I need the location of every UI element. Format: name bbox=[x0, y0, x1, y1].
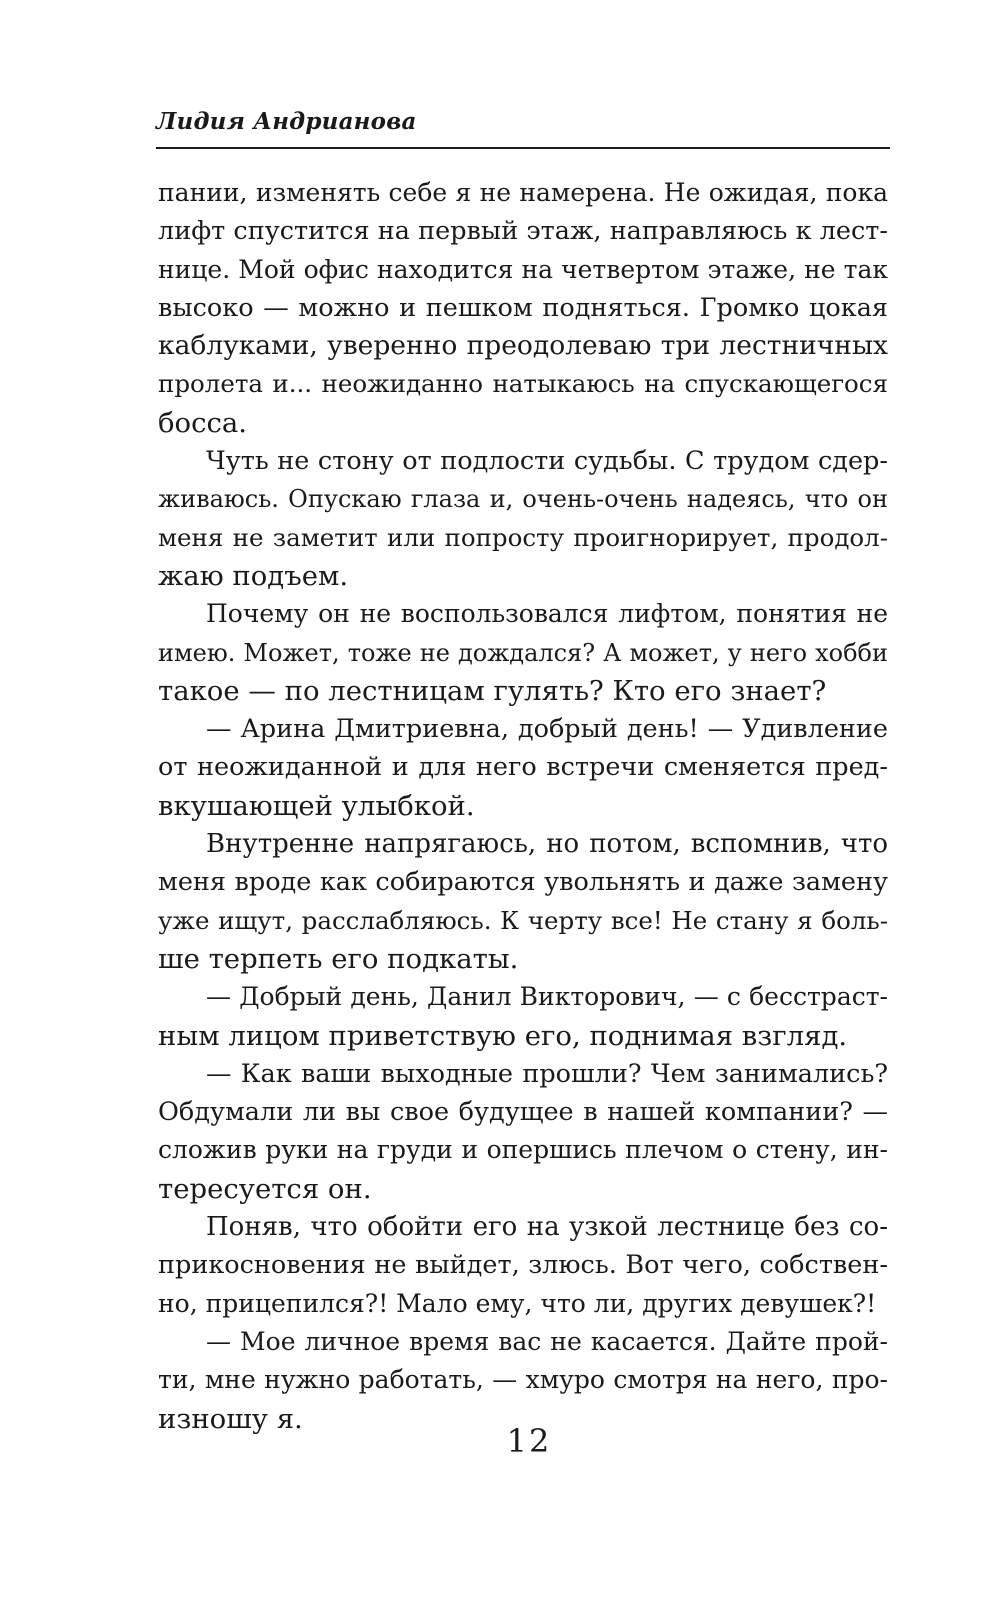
text-line: меня не заметит или попросту проигнорирует, продол- bbox=[158, 522, 888, 552]
text-line: сложив руки на груди и опершись плечом о стену, ин- bbox=[158, 1135, 888, 1165]
text-line: такое — по лестницам гулять? Кто его знает? bbox=[158, 674, 827, 707]
text-line: каблуками, уверенно преодолеваю три лестничных bbox=[158, 330, 888, 362]
text-line: ше терпеть его подкаты. bbox=[158, 942, 519, 975]
text-line: Поняв, что обойти его на узкой лестнице без со- bbox=[206, 1212, 888, 1243]
text-line: Чуть не стону от подлости судьбы. С трудом сдер- bbox=[206, 446, 888, 477]
text-line: живаюсь. Опускаю глаза и, очень-очень надеясь, что он bbox=[158, 485, 888, 514]
running-head-author: Лидия Андрианова bbox=[156, 108, 417, 135]
text-line: ти, мне нужно работать, — хмуро смотря на него, про- bbox=[158, 1365, 888, 1395]
text-line: босса. bbox=[158, 406, 248, 439]
text-line: Почему он не воспользовался лифтом, понятия не bbox=[206, 599, 888, 629]
text-line: уже ищут, расслабляюсь. К черту все! Не стану я боль- bbox=[158, 905, 888, 935]
text-line: жаю подъем. bbox=[158, 559, 349, 592]
text-line: ным лицом приветствую его, поднимая взгляд. bbox=[158, 1019, 848, 1052]
text-line: изношу я. bbox=[158, 1402, 303, 1435]
text-line: тересуется он. bbox=[158, 1172, 372, 1205]
header-rule bbox=[156, 147, 890, 149]
text-line: высоко — можно и пешком подняться. Громко цокая bbox=[158, 292, 888, 323]
text-line: но, прицепился?! Мало ему, что ли, других девушек?! bbox=[158, 1288, 877, 1318]
text-line: — Арина Дмитриевна, добрый день! — Удивление bbox=[206, 714, 888, 745]
text-line: имею. Может, тоже не дождался? А может, у него хобби bbox=[158, 638, 888, 667]
body-text bbox=[158, 174, 888, 1438]
text-line: нице. Мой офис находится на четвертом этаже, не так bbox=[158, 254, 888, 284]
text-line: — Добрый день, Данил Викторович, — с бесстраст- bbox=[206, 982, 888, 1012]
text-line: пании, изменять себе я не намерена. Не ожидая, пока bbox=[158, 178, 888, 207]
page-number: 12 bbox=[506, 1422, 552, 1460]
text-line: — Как ваши выходные прошли? Чем занимались? bbox=[206, 1058, 888, 1089]
text-line: прикосновения не выйдет, злюсь. Вот чего, собствен- bbox=[158, 1250, 888, 1281]
text-line: Обдумали ли вы свое будущее в нашей компании? — bbox=[158, 1097, 888, 1128]
text-line: — Мое личное время вас не касается. Дайте прой- bbox=[206, 1326, 888, 1356]
text-line: вкушающей улыбкой. bbox=[158, 789, 475, 822]
text-line: пролета и... неожиданно натыкаюсь на спускающегося bbox=[158, 369, 888, 399]
text-line: лифт спустится на первый этаж, направляюсь к лест- bbox=[158, 216, 888, 247]
text-line: меня вроде как собираются увольнять и даже замену bbox=[158, 867, 888, 898]
text-line: Внутренне напрягаюсь, но потом, вспомнив, что bbox=[206, 829, 888, 860]
text-line: от неожиданной и для него встречи сменяется пред- bbox=[158, 752, 888, 783]
